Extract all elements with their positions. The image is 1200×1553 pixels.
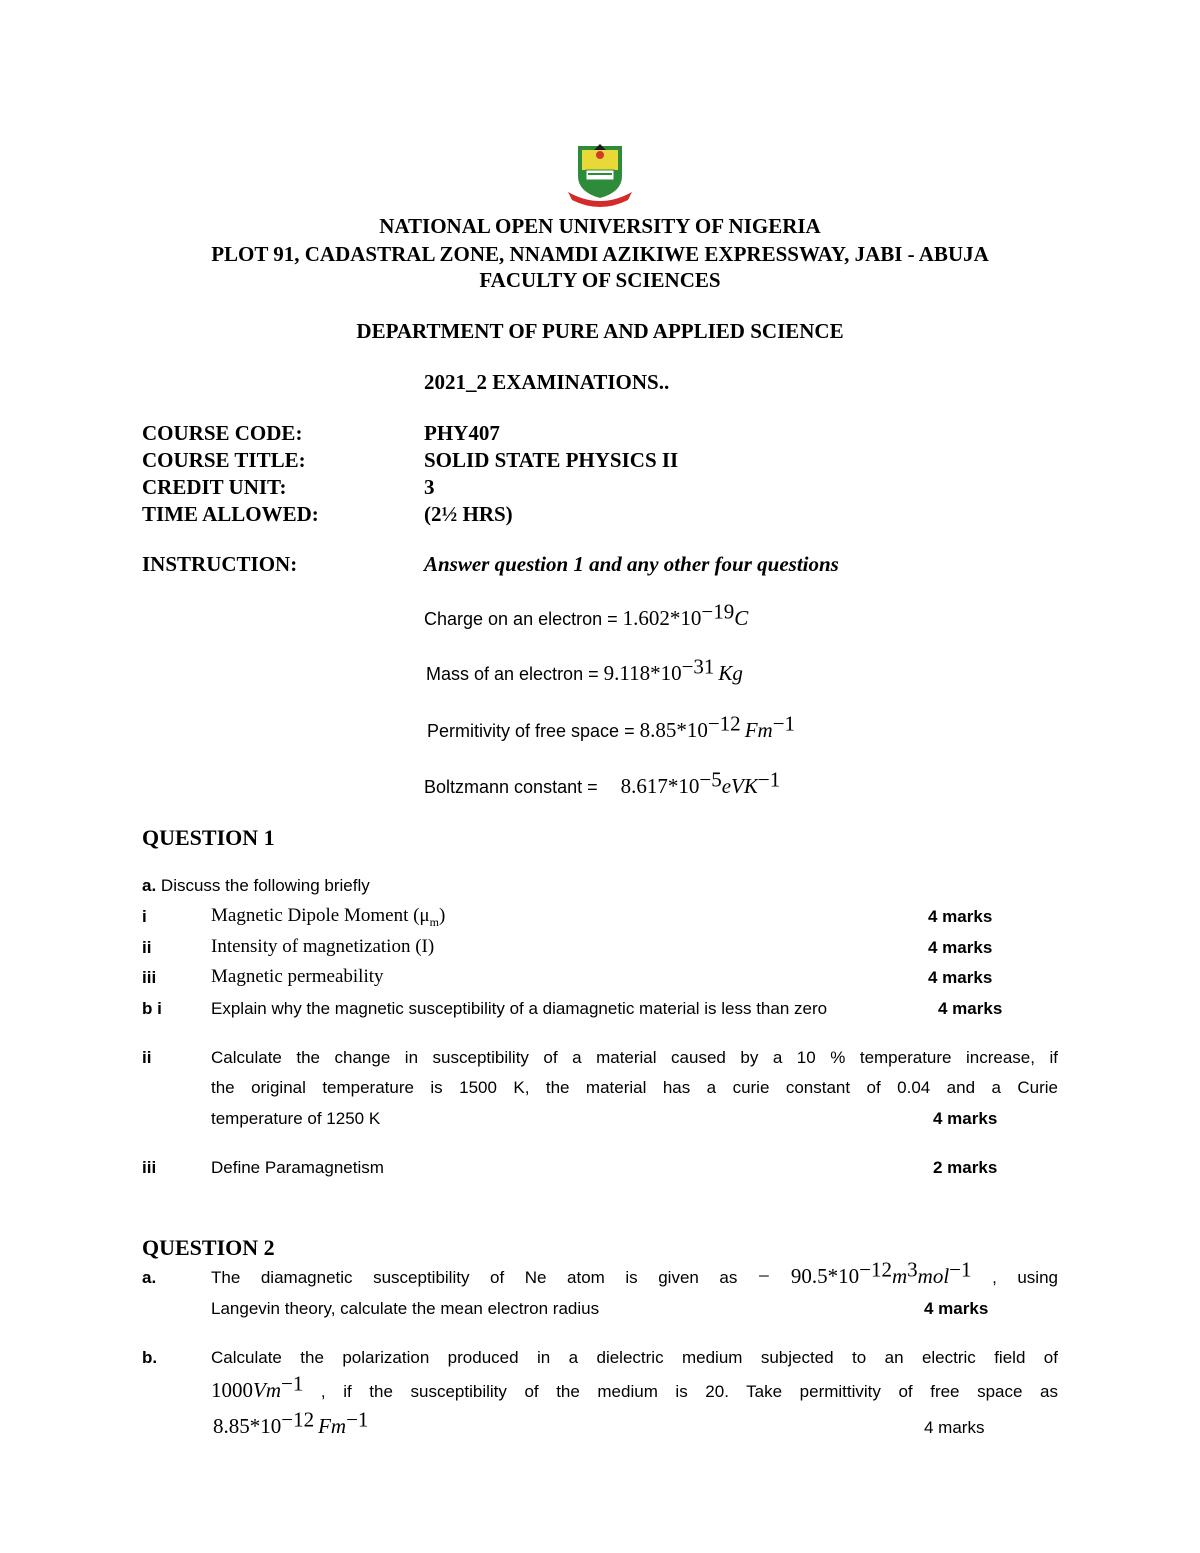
constant-charge-value: 1.602*10 bbox=[622, 606, 702, 630]
q2-b-marks: 4 marks bbox=[924, 1418, 985, 1437]
q2-b-line1: Calculate the polarization produced in a dielectric medium subjected to an electric field of bbox=[211, 1348, 1058, 1367]
q1-item-text: Magnetic Dipole Moment $(\mu_m)$ bbox=[211, 905, 446, 929]
q2-a-line2: Langevin theory, calculate the mean electron radius bbox=[211, 1299, 600, 1318]
q1-biii-num: iii bbox=[142, 1158, 157, 1177]
university-address: PLOT 91, CADASTRAL ZONE, NNAMDI AZIKIWE EXPRESSWAY, JABI - ABUJA bbox=[211, 242, 989, 266]
q2-a-value: − 90.5*10 bbox=[757, 1264, 860, 1288]
q1-item-num: iii bbox=[142, 968, 157, 987]
course-code-label: COURSE CODE: bbox=[142, 421, 303, 445]
constant-perm-unit-exp: −1 bbox=[772, 711, 796, 736]
course-title: SOLID STATE PHYSICS II bbox=[424, 448, 679, 472]
instruction-text: Answer question 1 and any other four questions bbox=[424, 552, 839, 576]
q1-a-text: Discuss the following briefly bbox=[156, 876, 370, 895]
q1-item-marks: 4 marks bbox=[928, 907, 993, 926]
constant-mass-value: 9.118*10 bbox=[603, 661, 682, 685]
instruction-label: INSTRUCTION: bbox=[142, 552, 298, 576]
q1-biii-marks: 2 marks bbox=[933, 1158, 998, 1177]
constant-mass-exp: −31 bbox=[681, 654, 715, 679]
q1-bii-line1: Calculate the change in susceptibility of a material caused by a 10 % temperature increase, if bbox=[211, 1048, 1058, 1067]
credit-unit-label: CREDIT UNIT: bbox=[142, 475, 287, 499]
q1-bi-marks: 4 marks bbox=[938, 999, 1003, 1018]
q2-a-line1: The diamagnetic susceptibility of Ne atom is given as − $90.5*10^{-12}m^3mol^{-1}$ , using bbox=[211, 1257, 1058, 1288]
q1-a-label: a. bbox=[142, 876, 157, 895]
constant-charge bbox=[424, 599, 749, 631]
q1-item-marks: 4 marks bbox=[928, 938, 993, 957]
constant-boltz-label: Boltzmann constant = bbox=[424, 777, 603, 797]
university-name: NATIONAL OPEN UNIVERSITY OF NIGERIA bbox=[379, 214, 821, 238]
department-name: DEPARTMENT OF PURE AND APPLIED SCIENCE bbox=[356, 319, 844, 343]
q1-bii-line3: temperature of 1250 K bbox=[211, 1109, 381, 1128]
q2-b-num: b. bbox=[142, 1348, 158, 1367]
q2-b-permittivity: $8.85*10^{-12}$ $Fm^{-1}$ bbox=[213, 1407, 369, 1438]
q1-item-text: Magnetic permeability bbox=[211, 966, 384, 987]
constant-perm-exp: −12 bbox=[707, 711, 741, 736]
constant-boltz-unit-exp: −1 bbox=[757, 767, 781, 792]
constant-mass-unit: Kg bbox=[718, 661, 743, 685]
constant-permittivity bbox=[427, 711, 796, 743]
course-code: PHY407 bbox=[424, 421, 500, 445]
university-logo bbox=[564, 142, 636, 208]
question-1-title: QUESTION 1 bbox=[142, 825, 275, 850]
q1-bii-line2: the original temperature is 1500 K, the material has a curie constant of 0.04 and a Curie bbox=[211, 1078, 1058, 1097]
constant-mass bbox=[426, 654, 743, 686]
q1-part-a bbox=[142, 876, 370, 896]
constant-charge-exp: −19 bbox=[701, 599, 735, 624]
course-title-label: COURSE TITLE: bbox=[142, 448, 306, 472]
time-allowed: (2½ HRS) bbox=[424, 502, 513, 526]
q1-bi-num: b i bbox=[142, 999, 162, 1018]
q2-b-line2: $1000Vm^{-1}$ , if the susceptibility of the medium is 20. Take permittivity of free space as bbox=[211, 1371, 1058, 1402]
question-2-title: QUESTION 2 bbox=[142, 1235, 275, 1260]
constant-boltz-unit: eVK bbox=[721, 774, 758, 798]
q1-bii-marks: 4 marks bbox=[933, 1109, 998, 1128]
credit-unit: 3 bbox=[424, 475, 435, 499]
q1-item-num: ii bbox=[142, 938, 152, 957]
exam-title: 2021_2 EXAMINATIONS.. bbox=[424, 370, 670, 394]
constant-boltz-value: 8.617*10 bbox=[620, 774, 700, 798]
constant-mass-label: Mass of an electron = bbox=[426, 664, 604, 684]
q2-a-marks: 4 marks bbox=[924, 1299, 989, 1318]
q1-biii-text: Define Paramagnetism bbox=[211, 1158, 384, 1177]
q1-item-text: Intensity of magnetization (I) bbox=[211, 936, 435, 957]
constant-charge-unit: C bbox=[734, 606, 749, 630]
q2-b-field: 1000 bbox=[211, 1378, 253, 1402]
constant-boltz-exp: −5 bbox=[699, 767, 722, 792]
q1-item-marks: 4 marks bbox=[928, 968, 993, 987]
time-allowed-label: TIME ALLOWED: bbox=[142, 502, 319, 526]
faculty-name: FACULTY OF SCIENCES bbox=[479, 268, 721, 292]
constant-boltzmann bbox=[424, 767, 781, 799]
constant-perm-label: Permitivity of free space = bbox=[427, 721, 640, 741]
q1-bi-text: Explain why the magnetic susceptibility of a diamagnetic material is less than zero bbox=[211, 999, 828, 1018]
constant-charge-label: Charge on an electron = bbox=[424, 609, 623, 629]
q1-bii-num: ii bbox=[142, 1048, 152, 1067]
constant-perm-unit: Fm bbox=[744, 718, 773, 742]
q1-item-num: i bbox=[142, 907, 147, 926]
q2-a-num: a. bbox=[142, 1268, 157, 1287]
constant-perm-value: 8.85*10 bbox=[639, 718, 708, 742]
